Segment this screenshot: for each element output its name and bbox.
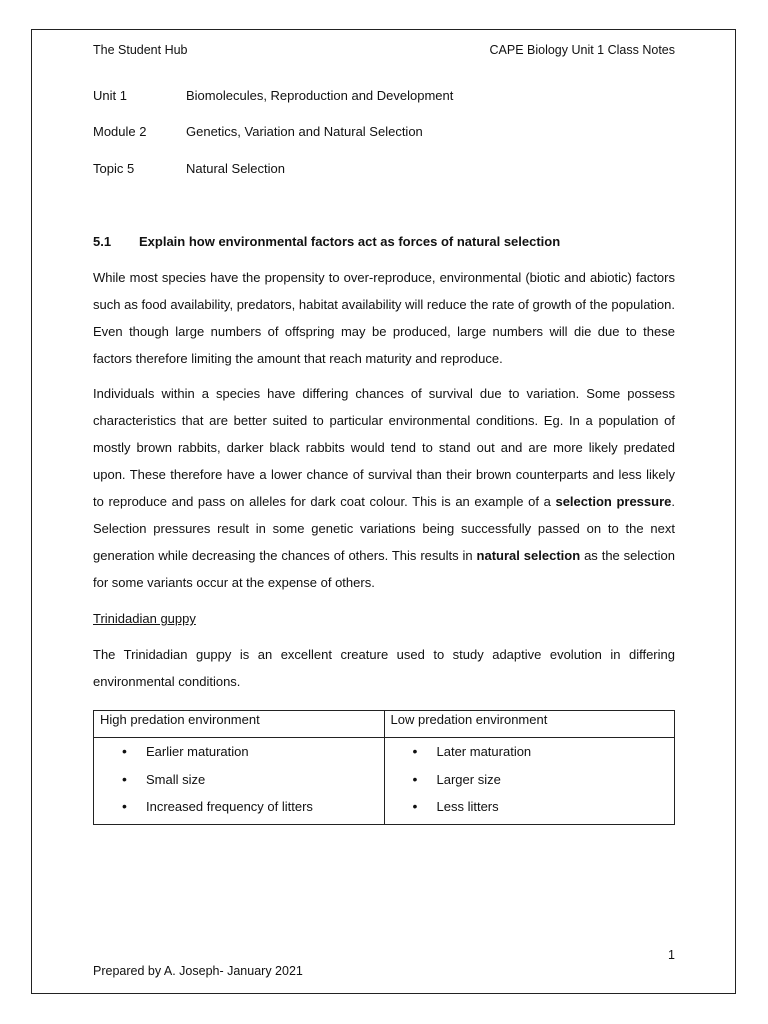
- header-left: The Student Hub: [93, 43, 188, 57]
- list-item: • Small size: [100, 768, 378, 796]
- meta-label: Unit 1: [93, 88, 127, 103]
- page-header: [93, 43, 675, 57]
- page-footer: Prepared by A. Joseph- January 2021: [93, 964, 303, 978]
- header-low-predation: Low predation environment: [384, 711, 675, 738]
- meta-label: Topic 5: [93, 161, 135, 176]
- paragraph-2-text-e: as the selection for some variants occur at the expense of others.: [93, 548, 675, 590]
- paragraph-3: The Trinidadian guppy is an excellent creature used to study adaptive evolution in differing environmental conditions.: [93, 647, 675, 689]
- meta-topic: [93, 161, 285, 176]
- section-heading: [93, 234, 675, 249]
- header-high-predation: High predation environment: [94, 711, 385, 738]
- meta-value: Natural Selection: [186, 161, 285, 176]
- meta-value: Biomolecules, Reproduction and Development: [186, 88, 454, 103]
- list-item: • Less litters: [391, 795, 669, 823]
- subheading-guppy: Trinidadian guppy: [93, 611, 196, 626]
- term-natural-selection: natural selection: [476, 548, 581, 563]
- table-header-row: [94, 711, 675, 738]
- list-item: • Later maturation: [391, 740, 669, 768]
- list-item: • Increased frequency of litters: [100, 795, 378, 823]
- meta-unit: [93, 88, 453, 103]
- section-title: Explain how environmental factors act as forces of natural selection: [139, 234, 561, 249]
- header-right: CAPE Biology Unit 1 Class Notes: [489, 43, 675, 57]
- list-item: • Earlier maturation: [100, 740, 378, 768]
- paragraph-1: While most species have the propensity to over-reproduce, environmental (biotic and abiotic) factors such as food availability, predators, habitat availability will reduce the rate of growth of the population. Even though large numbers of offspring may be produced, large numbers will die due to these factors therefore limiting the amount that reach maturity and reproduce.: [93, 270, 675, 366]
- list-item: • Larger size: [391, 768, 669, 796]
- paragraph-2-text-c: . Selection pressures result in some genetic variations being successfully passed on to the next generation while decreasing the chances of others. This results in: [93, 494, 675, 563]
- meta-module: [93, 124, 423, 139]
- section-number: 5.1: [93, 234, 112, 249]
- low-predation-cell: [384, 738, 675, 825]
- paragraph-2-text-a: Individuals within a species have differing chances of survival due to variation. Some possess characteristics that are better suited to particular environmental conditions. Eg. In a population of mostly brown rabbits, darker black rabbits would tend to stand out and are more likely predated upon. These therefore have a lower chance of survival than their brown counterparts and less likely to reproduce and pass on alleles for dark coat colour. This is an example of a: [93, 386, 675, 509]
- table-row: [94, 738, 675, 825]
- high-predation-cell: [94, 738, 385, 825]
- predation-comparison-table: [93, 710, 675, 825]
- paragraph-2: [93, 380, 675, 596]
- page-number: 1: [668, 948, 675, 962]
- meta-value: Genetics, Variation and Natural Selection: [186, 124, 423, 139]
- meta-label: Module 2: [93, 124, 147, 139]
- term-selection-pressure: selection pressure: [555, 494, 672, 509]
